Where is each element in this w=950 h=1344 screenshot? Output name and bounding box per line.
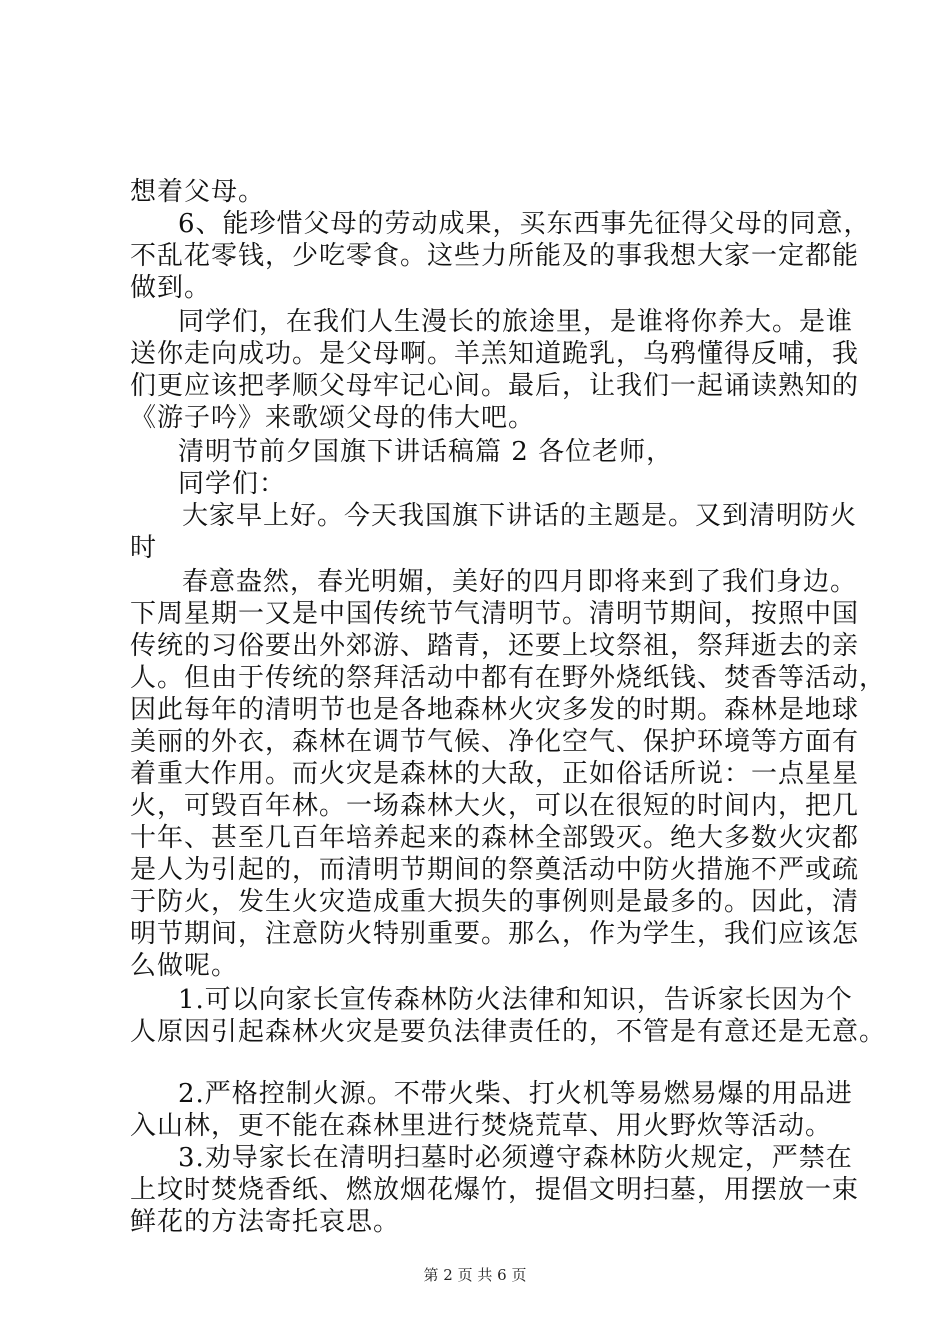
text-line: 着重大作用。而火灾是森林的大敌，正如俗话所说：一点星星	[130, 759, 860, 789]
text-line: 想着父母。	[130, 177, 266, 207]
text-line: 大家早上好。今天我国旗下讲话的主题是。又到清明防火	[182, 501, 858, 531]
text-line: 十年、甚至几百年培养起来的森林全部毁灭。绝大多数火灾都	[130, 823, 860, 853]
text-line: 同学们：	[178, 469, 287, 499]
text-line: 人原因引起森林火灾是要负法律责任的，不管是有意还是无意。	[130, 1017, 887, 1047]
text-line: 入山林，更不能在森林里进行焚烧荒草、用火野炊等活动。	[130, 1111, 833, 1141]
text-line: 《游子吟》来歌颂父母的伟大吧。	[130, 403, 536, 433]
text-line: 因此每年的清明节也是各地森林火灾多发的时期。森林是地球	[130, 695, 860, 725]
text-line: 火，可毁百年林。一场森林大火，可以在很短的时间内，把几	[130, 791, 860, 821]
text-line: 做到。	[130, 273, 212, 303]
list-item: 3.劝导家长在清明扫墓时必须遵守森林防火规定，严禁在	[178, 1143, 853, 1173]
text-line: 是人为引起的，而清明节期间的祭奠活动中防火措施不严或疏	[130, 855, 860, 885]
text-line: 们更应该把孝顺父母牢记心间。最后，让我们一起诵读熟知的	[130, 371, 860, 401]
text-line: 送你走向成功。是父母啊。羊羔知道跪乳，乌鸦懂得反哺，我	[130, 339, 860, 369]
page-number-footer: 第 2 页 共 6 页	[423, 1266, 527, 1284]
text-line: 下周星期一又是中国传统节气清明节。清明节期间，按照中国	[130, 599, 860, 629]
text-line: 6、能珍惜父母的劳动成果，买东西事先征得父母的同意，	[178, 209, 871, 239]
list-item: 2.严格控制火源。不带火柴、打火机等易燃易爆的用品进	[178, 1079, 853, 1109]
text-line: 明节期间，注意防火特别重要。那么，作为学生，我们应该怎	[130, 919, 860, 949]
text-line: 于防火，发生火灾造成重大损失的事例则是最多的。因此，清	[130, 887, 860, 917]
text-line: 鲜花的方法寄托哀思。	[130, 1207, 401, 1237]
text-line: 同学们，在我们人生漫长的旅途里，是谁将你养大。是谁	[178, 307, 854, 337]
text-line: 人。但由于传统的祭拜活动中都有在野外烧纸钱、焚香等活动，	[130, 663, 887, 693]
text-line: 么做呢。	[130, 951, 239, 981]
text-line: 上坟时焚烧香纸、燃放烟花爆竹，提倡文明扫墓，用摆放一束	[130, 1175, 860, 1205]
text-line: 春意盎然，春光明媚，美好的四月即将来到了我们身边。	[182, 567, 858, 597]
text-line: 美丽的外衣，森林在调节气候、净化空气、保护环境等方面有	[130, 727, 860, 757]
text-line: 传统的习俗要出外郊游、踏青，还要上坟祭祖，祭拜逝去的亲	[130, 631, 860, 661]
text-line: 时	[130, 533, 158, 563]
list-item: 1.可以向家长宣传森林防火法律和知识，告诉家长因为个	[178, 985, 853, 1015]
section-heading: 清明节前夕国旗下讲话稿篇 2 各位老师，	[178, 437, 674, 467]
text-line: 不乱花零钱，少吃零食。这些力所能及的事我想大家一定都能	[130, 241, 860, 271]
